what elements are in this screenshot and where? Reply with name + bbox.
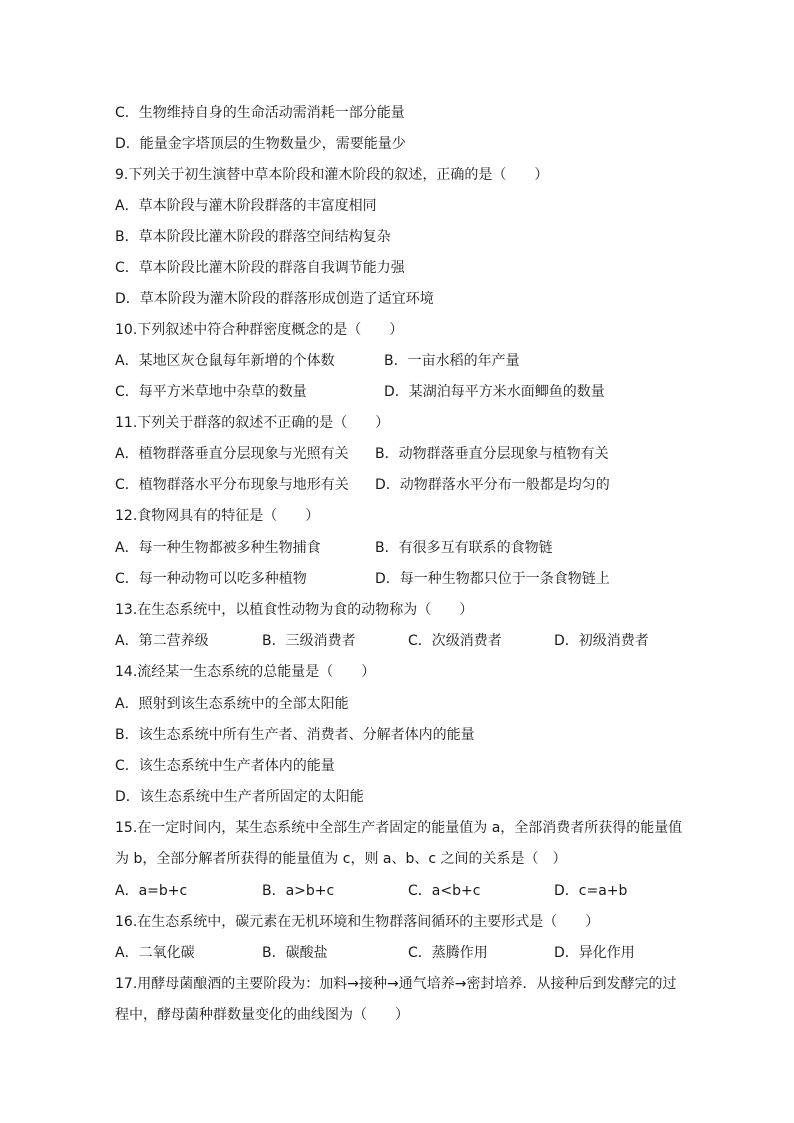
option-8c: C．生物维持自身的生命活动需消耗一部分能量: [115, 105, 405, 121]
option-9b: B．草本阶段比灌木阶段的群落空间结构复杂: [115, 229, 391, 245]
question-11: 11.下列关于群落的叙述不正确的是（ ）: [115, 415, 390, 431]
option-12a: A．每一种生物都被多种生物捕食: [115, 540, 321, 556]
option-15a: A．a=b+c: [115, 883, 188, 899]
option-11b: B．动物群落垂直分层现象与植物有关: [375, 446, 609, 462]
option-12b: B．有很多互有联系的食物链: [375, 540, 553, 556]
option-10c: C．每平方米草地中杂草的数量: [115, 384, 307, 400]
option-13a: A．第二营养级: [115, 633, 209, 649]
option-16b: B．碳酸盐: [262, 945, 328, 961]
option-14c: C．该生态系统中生产者体内的能量: [115, 758, 335, 774]
option-9c: C．草本阶段比灌木阶段的群落自我调节能力强: [115, 260, 405, 276]
option-13b: B．三级消费者: [262, 633, 356, 649]
option-16d: D．异化作用: [554, 945, 635, 961]
option-10a: A．某地区灰仓鼠每年新增的个体数: [115, 353, 335, 369]
option-9d: D．草本阶段为灌木阶段的群落形成创造了适宜环境: [115, 291, 434, 307]
option-15b: B．a>b+c: [262, 883, 335, 899]
option-9a: A．草本阶段与灌木阶段群落的丰富度相同: [115, 198, 377, 214]
option-10b: B．一亩水稻的年产量: [384, 353, 520, 369]
option-15c: C．a<b+c: [408, 883, 481, 899]
option-14a: A．照射到该生态系统中的全部太阳能: [115, 696, 349, 712]
option-11a: A．植物群落垂直分层现象与光照有关: [115, 446, 349, 462]
option-15d: D．c=a+b: [554, 883, 628, 899]
option-11d: D．动物群落水平分布一般都是均匀的: [375, 477, 610, 493]
question-15-line2: 为 b，全部分解者所获得的能量值为 c，则 a、b、c 之间的关系是（ ）: [115, 851, 567, 867]
option-16c: C．蒸腾作用: [408, 945, 488, 961]
option-10d: D．某湖泊每平方米水面鲫鱼的数量: [384, 384, 605, 400]
question-16: 16.在生态系统中，碳元素在无机环境和生物群落间循环的主要形式是（ ）: [115, 914, 600, 930]
question-17-line1: 17.用酵母菌酿酒的主要阶段为：加料→接种→通气培养→密封培养．从接种后到发酵完的过: [115, 976, 677, 992]
option-13d: D．初级消费者: [554, 633, 649, 649]
question-10: 10.下列叙述中符合种群密度概念的是（ ）: [115, 322, 404, 338]
option-12c: C．每一种动物可以吃多种植物: [115, 571, 307, 587]
option-11c: C．植物群落水平分布现象与地形有关: [115, 477, 349, 493]
question-13: 13.在生态系统中，以植食性动物为食的动物称为（ ）: [115, 602, 474, 618]
question-17-line2: 程中，酵母菌种群数量变化的曲线图为（ ）: [115, 1007, 409, 1023]
option-13c: C．次级消费者: [408, 633, 502, 649]
question-14: 14.流经某一生态系统的总能量是（ ）: [115, 664, 376, 680]
option-16a: A．二氧化碳: [115, 945, 195, 961]
question-15-line1: 15.在一定时间内，某生态系统中全部生产者固定的能量值为 a，全部消费者所获得的能量值: [115, 820, 683, 836]
question-9: 9.下列关于初生演替中草本阶段和灌木阶段的叙述，正确的是（ ）: [115, 167, 549, 183]
option-14b: B．该生态系统中所有生产者、消费者、分解者体内的能量: [115, 727, 475, 743]
option-12d: D．每一种生物都只位于一条食物链上: [375, 571, 610, 587]
option-14d: D．该生态系统中生产者所固定的太阳能: [115, 789, 364, 805]
option-8d: D．能量金字塔顶层的生物数量少，需要能量少: [115, 136, 406, 152]
question-12: 12.食物网具有的特征是（ ）: [115, 508, 320, 524]
